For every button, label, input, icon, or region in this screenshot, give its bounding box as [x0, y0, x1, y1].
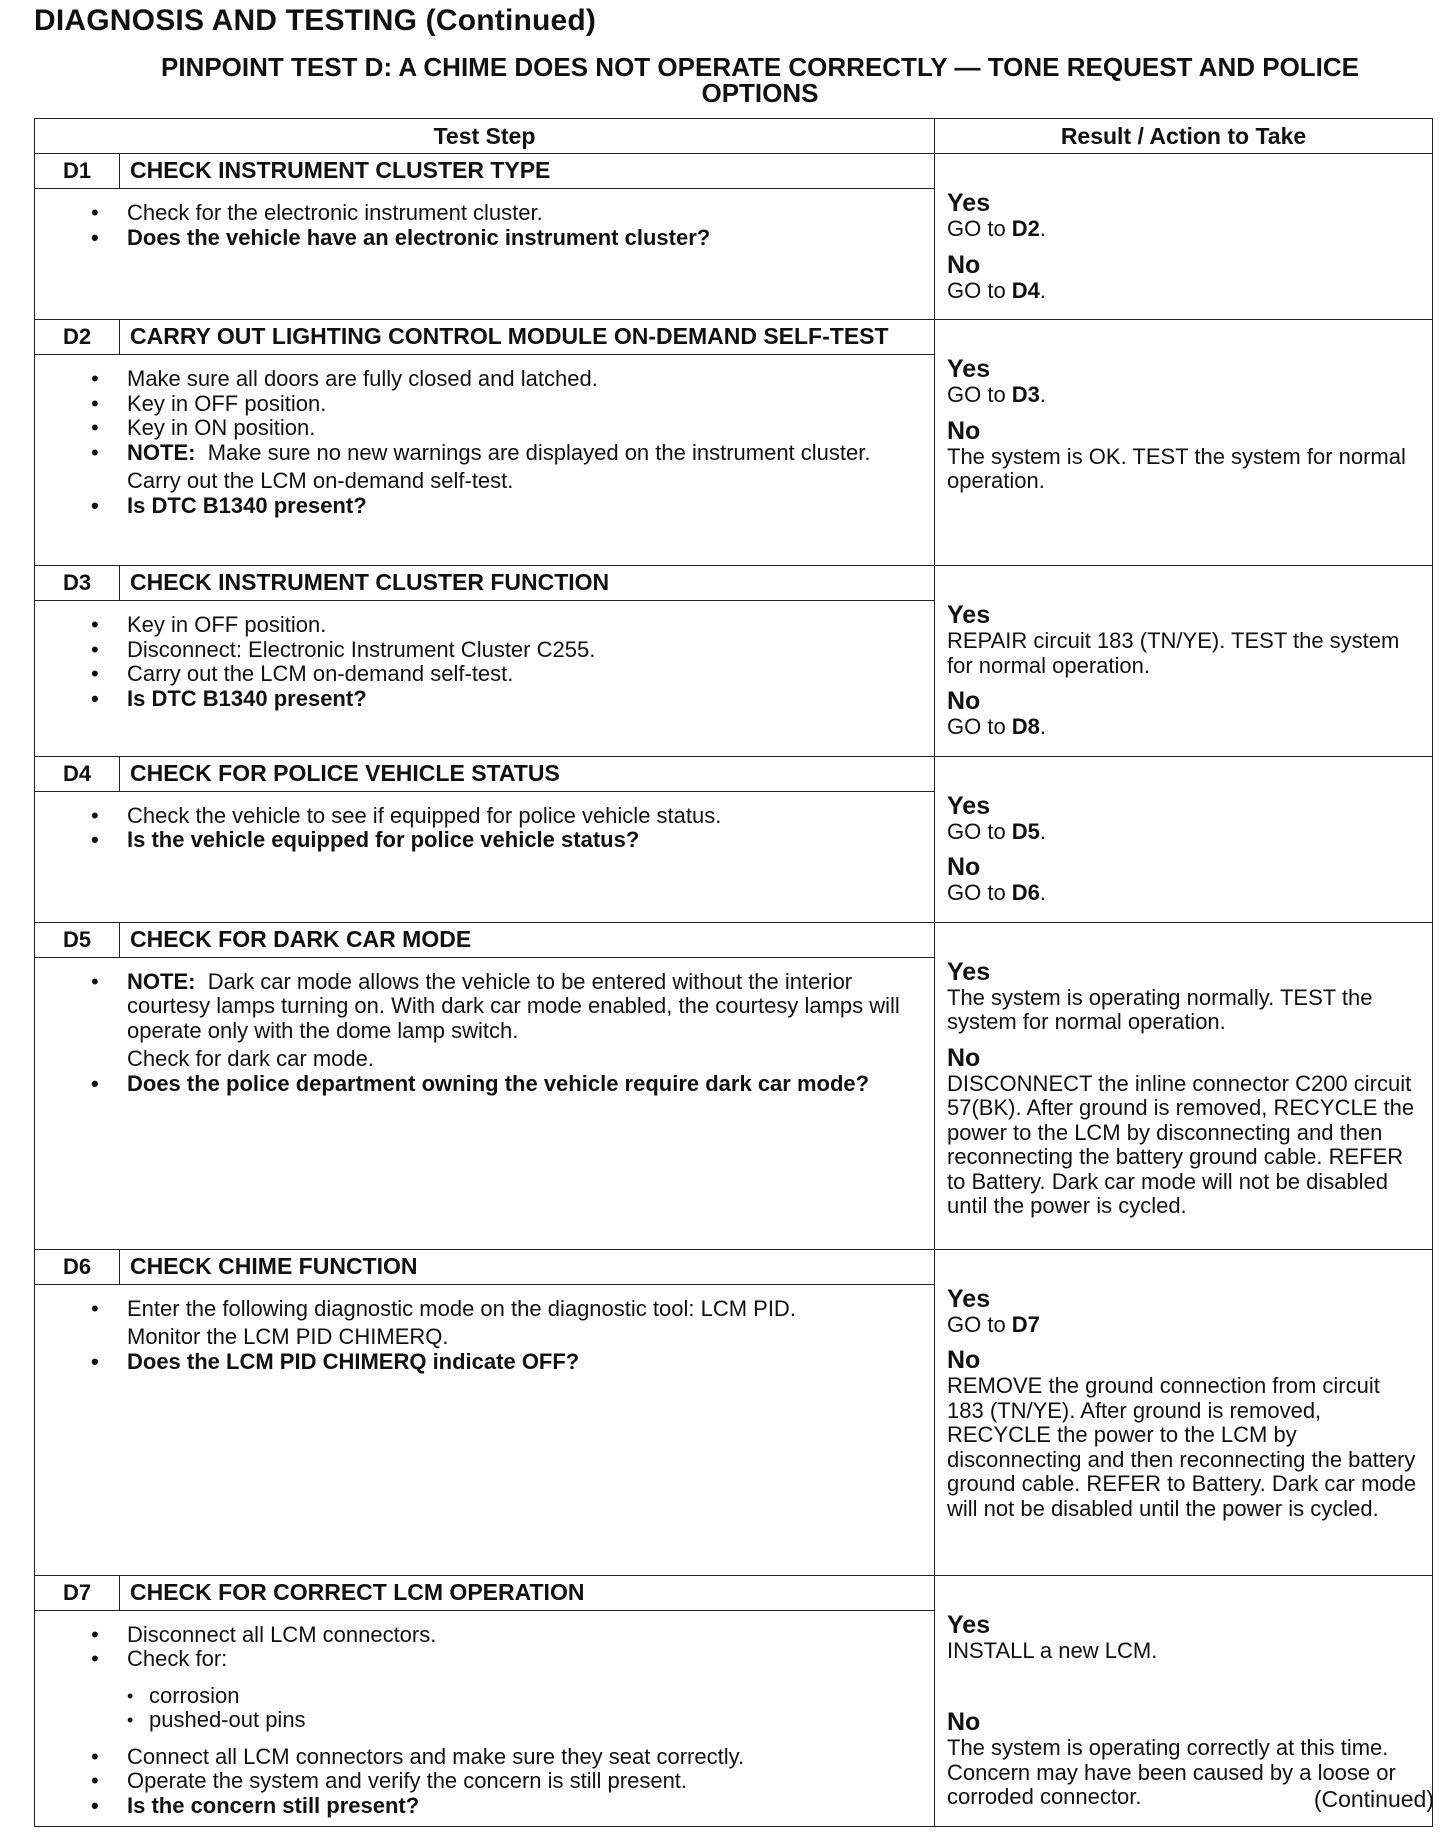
result-text: REPAIR circuit 183 (TN/YE). TEST the system for normal operation. [947, 628, 1400, 678]
action-item: • Check for the electronic instrument cluster. [127, 201, 914, 226]
result-block [947, 959, 1420, 1035]
step-reference: D3 [1011, 382, 1040, 407]
test-step-cell [35, 320, 935, 566]
step-id: D7 [35, 1576, 120, 1610]
step-reference: D2 [1011, 216, 1040, 241]
result-block [947, 1045, 1420, 1219]
result-cell [935, 566, 1433, 757]
action-subitem: • pushed-out pins [127, 1708, 914, 1733]
result-label: No [947, 687, 981, 715]
table-row [35, 566, 1433, 757]
result-block [947, 602, 1420, 678]
subtitle-line-1: PINPOINT TEST D: A CHIME DOES NOT OPERATE CORRECTLY — TONE REQUEST AND POLICE [160, 52, 1360, 82]
action-question: • Does the LCM PID CHIMERQ indicate OFF? [127, 1350, 914, 1375]
step-reference: D4 [1011, 277, 1040, 303]
result-block [947, 793, 1420, 845]
result-label: Yes [947, 957, 991, 986]
table-row [35, 1249, 1433, 1575]
step-reference: D5 [1011, 818, 1040, 844]
step-actions [35, 792, 934, 861]
step-id: D3 [35, 566, 120, 600]
column-header-test-step: Test Step [35, 119, 935, 154]
step-title: CHECK INSTRUMENT CLUSTER FUNCTION [130, 569, 610, 595]
action-item: • Key in ON position. [127, 416, 914, 441]
step-title: CHECK FOR CORRECT LCM OPERATION [130, 1578, 585, 1605]
result-text: INSTALL a new LCM. [947, 1637, 1158, 1663]
step-id: D1 [35, 154, 120, 188]
step-id: D4 [35, 757, 120, 791]
result-text: GO to D2. [947, 216, 1047, 241]
result-label: Yes [947, 355, 991, 383]
action-question: • Is the vehicle equipped for police vehicle status? [127, 828, 914, 853]
result-block [947, 418, 1420, 494]
action-item: • Disconnect: Electronic Instrument Cluster C255. [127, 638, 914, 663]
pinpoint-test-title [60, 54, 1456, 106]
result-label: No [947, 416, 981, 445]
subtitle-line-2: OPTIONS [701, 78, 819, 108]
action-item: • Operate the system and verify the concern is still present. [127, 1769, 914, 1794]
action-text: Monitor the LCM PID CHIMERQ. [127, 1324, 449, 1349]
step-title: CARRY OUT LIGHTING CONTROL MODULE ON-DEMAND SELF-TEST [130, 323, 889, 349]
result-cell [935, 154, 1433, 320]
table-row [35, 922, 1433, 1249]
action-note [127, 441, 914, 466]
step-actions [35, 1611, 934, 1827]
action-item: • Check for: [127, 1647, 914, 1672]
result-cell [935, 922, 1433, 1249]
action-item: • Enter the following diagnostic mode on the diagnostic tool: LCM PID. [127, 1297, 914, 1322]
step-actions [35, 601, 934, 719]
result-label: Yes [947, 189, 991, 217]
action-item: • Disconnect all LCM connectors. [127, 1623, 914, 1648]
step-header [35, 320, 934, 355]
step-actions [35, 189, 934, 258]
action-question: • Is DTC B1340 present? [127, 494, 914, 519]
result-text: GO to D8. [947, 714, 1047, 739]
result-label: No [947, 1708, 981, 1736]
step-reference: D6 [1011, 880, 1040, 905]
test-step-cell [35, 1575, 935, 1827]
result-text: GO to D5. [947, 818, 1047, 844]
action-text: Carry out the LCM on-demand self-test. [127, 468, 514, 493]
test-step-cell [35, 922, 935, 1249]
result-label: No [947, 250, 981, 279]
step-title: CHECK INSTRUMENT CLUSTER TYPE [130, 157, 551, 183]
steps-body [35, 154, 1433, 1827]
table-row [35, 154, 1433, 320]
result-label: Yes [947, 1610, 991, 1639]
step-actions [35, 1285, 934, 1383]
result-label: Yes [947, 601, 991, 629]
diagnostic-table [34, 118, 1433, 1827]
result-label: No [947, 1346, 981, 1374]
result-block [947, 356, 1420, 408]
table-header-row [35, 119, 1433, 154]
result-cell [935, 756, 1433, 922]
action-question: • Does the police department owning the vehicle require dark car mode? [127, 1072, 914, 1097]
test-step-cell [35, 154, 935, 320]
result-block [947, 688, 1420, 740]
result-text: GO to D7 [947, 1311, 1040, 1337]
step-header [35, 757, 934, 792]
result-block [947, 854, 1420, 906]
result-text: DISCONNECT the inline connector C200 circuit 57(BK). After ground is removed, RECYCLE the power to the LCM by disconnecting and then reconnecting the battery ground cable. REFER to Battery. Dark car mode will not be disabled until the power is cycled. [947, 1070, 1415, 1218]
result-block [947, 1612, 1420, 1664]
action-text: Check for dark car mode. [127, 1046, 374, 1071]
result-label: Yes [947, 791, 991, 820]
action-subitem: • corrosion [127, 1684, 914, 1709]
step-reference: D8 [1011, 714, 1040, 739]
step-header [35, 1576, 934, 1611]
step-id: D6 [35, 1250, 120, 1284]
step-id: D2 [35, 320, 120, 354]
table-row [35, 756, 1433, 922]
test-step-cell [35, 756, 935, 922]
result-label: No [947, 853, 981, 881]
action-item: • Check the vehicle to see if equipped for police vehicle status. [127, 804, 914, 829]
step-actions [35, 355, 934, 526]
result-label: Yes [947, 1284, 991, 1313]
note-label: NOTE: [127, 968, 196, 994]
step-id: D5 [35, 923, 120, 957]
action-item: • Make sure all doors are fully closed and latched. [127, 367, 914, 392]
table-row [35, 1575, 1433, 1827]
action-item: • Connect all LCM connectors and make sure they seat correctly. [127, 1745, 914, 1770]
step-header [35, 923, 934, 958]
step-reference: D7 [1011, 1311, 1040, 1337]
step-header [35, 154, 934, 189]
result-block [947, 1286, 1420, 1338]
result-text: The system is operating correctly at this time. Concern may have been caused by a loose or corroded connector. [947, 1735, 1396, 1809]
result-text: REMOVE the ground connection from circuit 183 (TN/YE). After ground is removed, RECYCLE the power to the LCM by disconnecting and then reconnecting the battery ground cable. REFER to Battery. Dark car mode will not be disabled until the power is cycled. [947, 1373, 1417, 1521]
result-cell [935, 1249, 1433, 1575]
action-question: • Is DTC B1340 present? [127, 687, 914, 712]
note-text: Dark car mode allows the vehicle to be entered without the interior courtesy lamps turning on. With dark car mode enabled, the courtesy lamps will operate only with the dome lamp switch. [127, 968, 900, 1043]
result-label: No [947, 1043, 981, 1072]
step-actions [35, 958, 934, 1105]
action-item: • Key in OFF position. [127, 613, 914, 638]
result-cell [935, 320, 1433, 566]
page-header: DIAGNOSIS AND TESTING (Continued) [34, 4, 597, 37]
test-step-cell [35, 566, 935, 757]
result-text: GO to D6. [947, 880, 1047, 905]
test-step-cell [35, 1249, 935, 1575]
result-block [947, 1347, 1420, 1521]
step-title: CHECK FOR DARK CAR MODE [130, 925, 472, 952]
action-question: • Does the vehicle have an electronic instrument cluster? [127, 226, 914, 251]
step-header [35, 566, 934, 601]
result-block [947, 190, 1420, 242]
column-header-result: Result / Action to Take [935, 119, 1433, 154]
action-question: • Is the concern still present? [127, 1794, 914, 1819]
action-item: • Carry out the LCM on-demand self-test. [127, 662, 914, 687]
table-row [35, 320, 1433, 566]
action-note [127, 970, 914, 1044]
step-title: CHECK CHIME FUNCTION [130, 1252, 418, 1279]
action-item: • Key in OFF position. [127, 392, 914, 417]
step-header [35, 1250, 934, 1285]
result-text: The system is operating normally. TEST the system for normal operation. [947, 984, 1373, 1034]
result-text: GO to D3. [947, 382, 1047, 407]
result-text: GO to D4. [947, 277, 1047, 303]
note-text: Make sure no new warnings are displayed on the instrument cluster. [207, 439, 871, 465]
note-label: NOTE: [127, 439, 196, 465]
continued-note: (Continued) [1313, 1786, 1434, 1812]
result-block [947, 252, 1420, 304]
result-text: The system is OK. TEST the system for normal operation. [947, 443, 1406, 493]
step-title: CHECK FOR POLICE VEHICLE STATUS [130, 759, 560, 786]
